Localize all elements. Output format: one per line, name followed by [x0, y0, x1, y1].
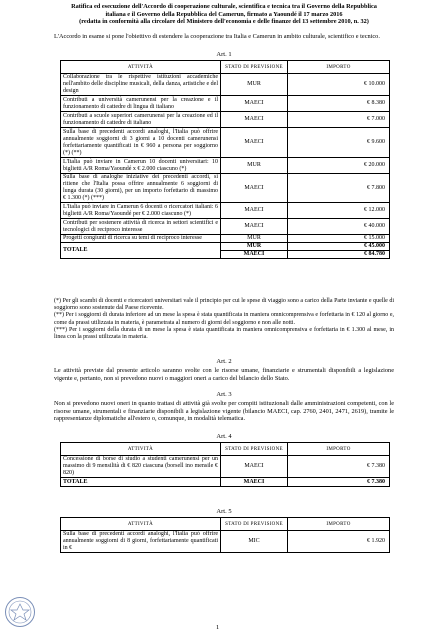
- table-row: [61, 456, 390, 478]
- row-status: MAECI: [221, 219, 288, 235]
- row-amount: € 7.380: [288, 456, 390, 478]
- row-activity: Sulla base di precedenti accordi analoghi, l'Italia può offrire annualmente soggiorni di 8 giorni, forfettariamente quantificati in €: [61, 531, 221, 553]
- intro-paragraph: L'Accordo in esame si pone l'obiettivo di estendere la cooperazione tra Italia e Camerun in ambito culturale, scientifico e tecnico.: [54, 33, 380, 40]
- row-activity: Sulla base di analoghe iniziative dei precedenti accordi, si ritiene che l'Italia possa offrire annualmente 6 soggiorni di lunga durata (30 giorni), per un importo forfettario di massimo € 1.300 (*) (***): [61, 174, 221, 203]
- title-line-3: (redatta in conformità alla circolare del Ministero dell'economia e delle finanze del 13 settembre 2010, n. 32): [79, 18, 369, 26]
- table-row: [61, 74, 390, 96]
- table-row: [61, 158, 390, 174]
- total-label: TOTALE: [61, 243, 221, 259]
- art2-heading: Art. 2: [216, 358, 232, 365]
- total-amount: € 7.380: [288, 478, 390, 487]
- art3-paragraph: Non si prevedono nuovi oneri in quanto trattasi di attività già svolte per compiti istituzionali dalle amministrazioni competenti, con le risorse umane, strumentali e finanziarie disponibili a legislazione vigente (bilancio MAECI, cap. 2760, 2401, 2471, 2619), tramite le rappresentanze diplomatiche all'estero o, comunque, in modalità telematica.: [54, 400, 394, 423]
- footnote-3: (***) Per i soggiorni della durata di un mese la spesa è stata quantificata in maniera omnicomprensiva e forfettaria in € 1.300 al mese, in linea con la prassi utilizzata in materia.: [54, 326, 394, 341]
- row-amount: € 8.380: [288, 96, 390, 112]
- column-header-activity: ATTIVITÀ: [61, 443, 221, 456]
- table-row: [61, 128, 390, 158]
- art1-table: [60, 60, 390, 259]
- table-row: [61, 531, 390, 553]
- row-amount: € 9.600: [288, 128, 390, 158]
- row-activity: Contributi a scuole superiori camerunensi per la creazione ed il funzionamento di cattedre di italiano: [61, 112, 221, 128]
- column-header-status: STATO DI PREVISIONE: [221, 443, 288, 456]
- row-activity: Contributi a università camerunensi per la creazione e il funzionamento di cattedre di lingua di italiano: [61, 96, 221, 112]
- table-header-row: [61, 61, 390, 74]
- footnote-2: (**) Per i soggiorni di durata inferiore ad un mese la spesa è stata quantificata in maniera omnicomprensiva e forfettaria in € 120 al giorno e, come da prassi utilizzata in materia, è parametrata al numero di giorni del soggiorno e non alle notti.: [54, 312, 394, 326]
- column-header-status: STATO DI PREVISIONE: [221, 61, 288, 74]
- total-maeci-status: MAECI: [221, 251, 288, 259]
- row-amount: € 10.000: [288, 74, 390, 96]
- column-header-status: STATO DI PREVISIONE: [221, 518, 288, 531]
- table-row: [61, 112, 390, 128]
- row-amount: € 7.800: [288, 174, 390, 203]
- row-amount: € 12.000: [288, 203, 390, 219]
- row-activity: Progetti congiunti di ricerca su temi di reciproco interesse: [61, 235, 221, 243]
- row-status: MAECI: [221, 96, 288, 112]
- art5-table: [60, 517, 390, 553]
- total-row-mur: [61, 243, 390, 251]
- row-activity: Contributi per sostenere attività di ricerca in settori scientifici e tecnologici di reciproco interesse: [61, 219, 221, 235]
- row-activity: L'Italia può inviare in Camerun 10 docenti universitari: 10 biglietti A/R Roma/Yaoundé x € 2.000 ciascuno (*): [61, 158, 221, 174]
- row-status: MUR: [221, 74, 288, 96]
- total-row: [61, 478, 390, 487]
- title-line-1: Ratifica ed esecuzione dell'Accordo di cooperazione culturale, scientifica e tecnica tra il Governo della Repubblica: [71, 3, 377, 10]
- table-row: [61, 174, 390, 203]
- row-status: MIC: [221, 531, 288, 553]
- row-status: MUR: [221, 235, 288, 243]
- table-row: [61, 235, 390, 243]
- document-title: [54, 3, 394, 26]
- art3-heading: Art. 3: [216, 391, 232, 398]
- row-amount: € 15.000: [288, 235, 390, 243]
- total-mur-status: MUR: [221, 243, 288, 251]
- table-header-row: [61, 443, 390, 456]
- page-number: 1: [216, 624, 220, 631]
- table-row: [61, 203, 390, 219]
- row-amount: € 7.000: [288, 112, 390, 128]
- art4-heading: Art. 4: [216, 433, 232, 440]
- table-header-row: [61, 518, 390, 531]
- total-mur-amount: € 45.000: [288, 243, 390, 251]
- row-status: MAECI: [221, 174, 288, 203]
- row-status: MAECI: [221, 128, 288, 158]
- row-status: MAECI: [221, 112, 288, 128]
- footnote-1: (*) Per gli scambi di docenti e ricercatori universitari vale il principio per cui le spese di viaggio sono a carico della Parte inviante e quelle di soggiorno sono sostenute dal Paese ricevente.: [54, 298, 394, 312]
- art4-table: [60, 442, 390, 487]
- art5-heading: Art. 5: [216, 508, 232, 515]
- row-activity: Sulla base di precedenti accordi analoghi, l'Italia può offrire annualmente soggiorni di 3 giorni a 10 docenti camerunensi forfettariamente quantificati in € 960 a persona per soggiorno (*) (**): [61, 128, 221, 158]
- row-activity: Concessione di borse di studio a studenti camerunensi per un massimo di 9 mensilità di € 820 ciascuna (borsell ino mensile € 820): [61, 456, 221, 478]
- row-activity: L'Italia può inviare in Camerun 6 docenti o ricercatori italiani: 6 biglietti A/R Roma/Yaoundé per € 2.000 ciascuno (*): [61, 203, 221, 219]
- column-header-activity: ATTIVITÀ: [61, 61, 221, 74]
- art1-heading: Art. 1: [216, 51, 232, 58]
- row-amount: € 1.920: [288, 531, 390, 553]
- row-amount: € 40.000: [288, 219, 390, 235]
- art2-paragraph: Le attività previste dal presente articolo saranno svolte con le risorse umane, finanziarie e strumentali disponibili a legislazione vigente e, pertanto, non si prevedono nuovi o maggiori oneri a carico del bilancio dello Stato.: [54, 367, 394, 382]
- table-row: [61, 96, 390, 112]
- row-status: MUR: [221, 158, 288, 174]
- row-amount: € 20.000: [288, 158, 390, 174]
- column-header-amount: IMPORTO: [288, 61, 390, 74]
- title-line-2: italiana e il Governo della Repubblica del Camerun, firmato a Yaoundé il 17 marzo 2016: [105, 10, 343, 18]
- row-status: MAECI: [221, 456, 288, 478]
- official-seal-icon: [4, 596, 36, 628]
- total-label: TOTALE: [61, 478, 221, 487]
- row-status: MAECI: [221, 203, 288, 219]
- total-maeci-amount: € 84.780: [288, 251, 390, 259]
- total-status: MAECI: [221, 478, 288, 487]
- column-header-amount: IMPORTO: [288, 443, 390, 456]
- table-row: [61, 219, 390, 235]
- column-header-activity: ATTIVITÀ: [61, 518, 221, 531]
- footnotes: [54, 298, 394, 341]
- row-activity: Collaborazione tra le rispettive istituzioni accademiche nell'ambito delle discipline musicali, della danza, artistiche e del design: [61, 74, 221, 96]
- column-header-amount: IMPORTO: [288, 518, 390, 531]
